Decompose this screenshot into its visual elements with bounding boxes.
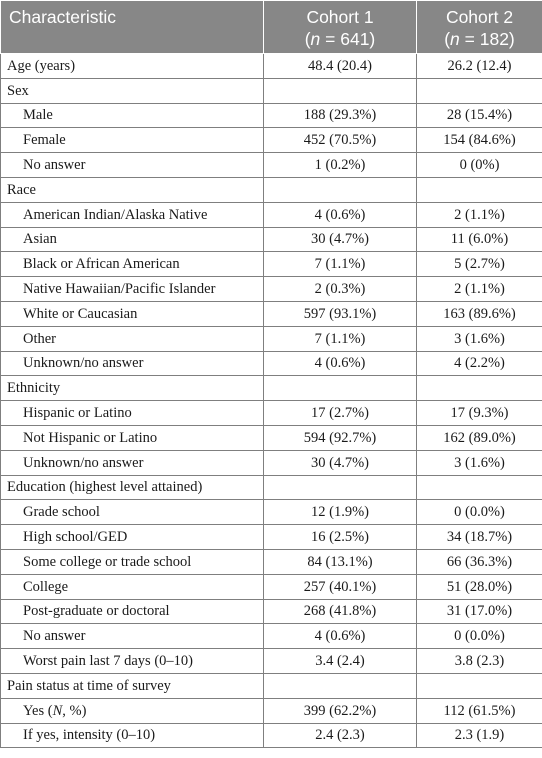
header-cohort-2-n-var: n — [450, 29, 460, 49]
row-label: Male — [1, 103, 264, 128]
row-label: High school/GED — [1, 525, 264, 550]
cohort-2-value — [417, 376, 542, 401]
cohort-1-value: 12 (1.9%) — [264, 500, 417, 525]
header-cohort-2-title: Cohort 2 — [445, 7, 514, 27]
row-label: Asian — [1, 227, 264, 252]
cohort-2-value: 2 (1.1%) — [417, 202, 542, 227]
header-row — [1, 1, 542, 54]
cohort-1-value: 3.4 (2.4) — [264, 649, 417, 674]
row-label: If yes, intensity (0–10) — [1, 723, 264, 748]
cohort-1-value: 7 (1.1%) — [264, 252, 417, 277]
header-cohort-2-n — [425, 28, 534, 50]
table-row — [1, 78, 542, 103]
table-row — [1, 525, 542, 550]
table-row — [1, 500, 542, 525]
header-cohort-1-title: Cohort 1 — [306, 7, 374, 27]
cohort-2-value: 17 (9.3%) — [417, 401, 542, 426]
section-label: Pain status at time of survey — [1, 673, 264, 698]
table-row — [1, 574, 542, 599]
cohort-1-value — [264, 376, 417, 401]
row-label: Hispanic or Latino — [1, 401, 264, 426]
cohort-1-value: 4 (0.6%) — [264, 624, 417, 649]
row-label: Native Hawaiian/Pacific Islander — [1, 277, 264, 302]
header-cohort-1-n-var: n — [310, 29, 321, 49]
row-label: Age (years) — [1, 54, 264, 79]
header-cohort-1-n — [272, 28, 408, 50]
header-cohort-2 — [417, 1, 542, 54]
table-header — [1, 1, 542, 54]
cohort-1-value: 7 (1.1%) — [264, 326, 417, 351]
cohort-2-value: 51 (28.0%) — [417, 574, 542, 599]
cohort-2-value: 3 (1.6%) — [417, 450, 542, 475]
cohort-2-value: 4 (2.2%) — [417, 351, 542, 376]
table-row — [1, 351, 542, 376]
cohort-1-value: 16 (2.5%) — [264, 525, 417, 550]
table-row — [1, 128, 542, 153]
table-row — [1, 599, 542, 624]
cohort-1-value: 257 (40.1%) — [264, 574, 417, 599]
row-label: White or Caucasian — [1, 301, 264, 326]
row-label-pre: Yes ( — [23, 702, 53, 719]
table-row — [1, 673, 542, 698]
table-row — [1, 54, 542, 79]
table-body — [1, 54, 542, 748]
cohort-2-value: 162 (89.0%) — [417, 425, 542, 450]
table-row — [1, 425, 542, 450]
cohort-2-value — [417, 673, 542, 698]
cohort-2-value: 0 (0.0%) — [417, 500, 542, 525]
cohort-1-value: 30 (4.7%) — [264, 450, 417, 475]
row-label: Grade school — [1, 500, 264, 525]
header-cohort-1-n-value: = 641) — [320, 29, 376, 49]
row-label: No answer — [1, 624, 264, 649]
table-row — [1, 475, 542, 500]
cohort-1-value — [264, 78, 417, 103]
header-cohort-1 — [264, 1, 417, 54]
cohort-1-value — [264, 673, 417, 698]
table-row — [1, 177, 542, 202]
cohort-1-value: 452 (70.5%) — [264, 128, 417, 153]
cohort-2-value: 154 (84.6%) — [417, 128, 542, 153]
cohort-2-value: 5 (2.7%) — [417, 252, 542, 277]
section-label: Education (highest level attained) — [1, 475, 264, 500]
table-row — [1, 153, 542, 178]
header-cohort-2-n-value: = 182) — [459, 29, 515, 49]
cohort-2-value — [417, 78, 542, 103]
cohort-2-value: 0 (0%) — [417, 153, 542, 178]
row-label: Black or African American — [1, 252, 264, 277]
table-row — [1, 301, 542, 326]
row-label: No answer — [1, 153, 264, 178]
row-label: College — [1, 574, 264, 599]
row-label: Unknown/no answer — [1, 351, 264, 376]
cohort-2-value: 163 (89.6%) — [417, 301, 542, 326]
cohort-1-value: 268 (41.8%) — [264, 599, 417, 624]
section-label: Sex — [1, 78, 264, 103]
table-row — [1, 252, 542, 277]
row-label-post: , %) — [62, 702, 87, 719]
cohort-1-value: 17 (2.7%) — [264, 401, 417, 426]
cohort-2-value — [417, 475, 542, 500]
cohort-2-value: 3 (1.6%) — [417, 326, 542, 351]
table-row — [1, 649, 542, 674]
cohort-2-value: 66 (36.3%) — [417, 549, 542, 574]
row-label: Worst pain last 7 days (0–10) — [1, 649, 264, 674]
cohort-1-value: 4 (0.6%) — [264, 351, 417, 376]
row-label: Some college or trade school — [1, 549, 264, 574]
row-label — [1, 698, 264, 723]
row-label: Unknown/no answer — [1, 450, 264, 475]
table-row — [1, 624, 542, 649]
row-label: Post-graduate or doctoral — [1, 599, 264, 624]
header-cohort-1-n-open: ( — [304, 29, 311, 49]
cohort-1-value: 2.4 (2.3) — [264, 723, 417, 748]
cohort-2-value: 2.3 (1.9) — [417, 723, 542, 748]
cohort-2-value: 11 (6.0%) — [417, 227, 542, 252]
row-label-italic: N — [52, 702, 63, 719]
row-label: Other — [1, 326, 264, 351]
cohort-1-value: 188 (29.3%) — [264, 103, 417, 128]
table-row — [1, 326, 542, 351]
row-label: Female — [1, 128, 264, 153]
row-label: American Indian/Alaska Native — [1, 202, 264, 227]
table-row — [1, 698, 542, 723]
cohort-1-value: 4 (0.6%) — [264, 202, 417, 227]
section-label: Ethnicity — [1, 376, 264, 401]
table-row — [1, 227, 542, 252]
table-row — [1, 202, 542, 227]
table-row — [1, 277, 542, 302]
cohort-1-value: 2 (0.3%) — [264, 277, 417, 302]
cohort-1-value — [264, 475, 417, 500]
cohort-2-value: 28 (15.4%) — [417, 103, 542, 128]
row-label: Not Hispanic or Latino — [1, 425, 264, 450]
table-row — [1, 723, 542, 748]
cohort-1-value: 30 (4.7%) — [264, 227, 417, 252]
cohort-2-value: 3.8 (2.3) — [417, 649, 542, 674]
table-row — [1, 376, 542, 401]
section-label: Race — [1, 177, 264, 202]
cohort-2-value: 112 (61.5%) — [417, 698, 542, 723]
cohort-1-value: 399 (62.2%) — [264, 698, 417, 723]
table-row — [1, 450, 542, 475]
cohort-1-value: 597 (93.1%) — [264, 301, 417, 326]
cohort-2-value: 34 (18.7%) — [417, 525, 542, 550]
cohort-1-value: 1 (0.2%) — [264, 153, 417, 178]
cohort-2-value: 0 (0.0%) — [417, 624, 542, 649]
cohort-2-value — [417, 177, 542, 202]
cohort-1-value — [264, 177, 417, 202]
table-row — [1, 103, 542, 128]
header-characteristic: Characteristic — [1, 1, 264, 54]
table-row — [1, 549, 542, 574]
cohort-2-value: 31 (17.0%) — [417, 599, 542, 624]
cohort-1-value: 48.4 (20.4) — [264, 54, 417, 79]
header-cohort-2-n-open: ( — [444, 29, 451, 49]
cohort-2-value: 26.2 (12.4) — [417, 54, 542, 79]
cohort-1-value: 84 (13.1%) — [264, 549, 417, 574]
cohort-2-value: 2 (1.1%) — [417, 277, 542, 302]
cohort-1-value: 594 (92.7%) — [264, 425, 417, 450]
table-row — [1, 401, 542, 426]
